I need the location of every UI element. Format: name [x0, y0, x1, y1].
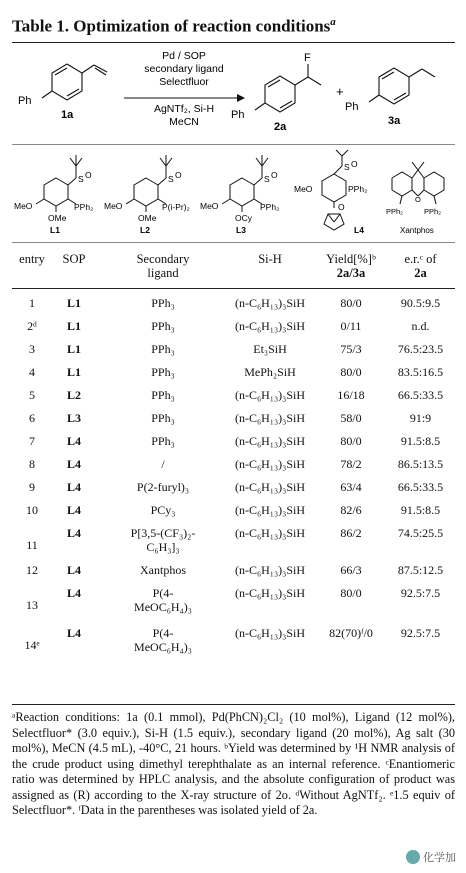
l3-sub-meo: MeO [200, 201, 219, 211]
header-sih: Si-H [258, 252, 282, 266]
ligand-xantphos [386, 162, 444, 235]
product-3a [369, 68, 435, 104]
header-rule [12, 288, 455, 289]
header-sop: SOP [62, 252, 86, 266]
ligand-structures [12, 148, 455, 238]
l2-sub-o: O [175, 170, 182, 180]
l1-label: L1 [50, 225, 60, 235]
l2-label: L2 [140, 225, 150, 235]
condition-secondary-ligand: secondary ligand [144, 63, 224, 75]
header-er: e.r.ᶜ of 2a [404, 252, 437, 280]
fluoro-label: F [304, 52, 311, 64]
xantphos-o: O [415, 195, 421, 204]
ligand-l2 [104, 155, 190, 235]
l1-sub-pph2: PPh₂ [74, 202, 94, 212]
l3-sub-o: O [271, 170, 278, 180]
l3-sub-s: S [264, 174, 270, 184]
header-entry: entry [19, 252, 45, 266]
l2-sub-meo: MeO [104, 201, 123, 211]
xantphos-label: Xantphos [400, 226, 434, 235]
reaction-scheme [12, 46, 455, 142]
arrow-head-icon [237, 94, 245, 102]
ph-label-2a: Ph [231, 109, 245, 121]
substrate-1a [42, 64, 107, 100]
table-title: Table 1. Optimization of reaction conditions$^a$ [12, 16, 336, 36]
substrate-label: 1a [61, 109, 74, 121]
table-header [12, 248, 455, 284]
table-bottom-rule [12, 704, 455, 705]
l2-sub-s: S [168, 174, 174, 184]
l1-sub-s: S [78, 174, 84, 184]
l4-sub-o-ether: O [338, 202, 345, 212]
ph-label-3a: Ph [345, 101, 359, 113]
condition-pd-sop: Pd / SOP [162, 50, 206, 62]
ligand-l1 [14, 155, 93, 235]
l1-sub-o: O [85, 170, 92, 180]
condition-mecn: MeCN [169, 116, 199, 128]
xantphos-pph2-right: PPh₂ [424, 207, 442, 216]
l2-sub-pipr2: P(i-Pr)₂ [162, 202, 190, 212]
ph-label: Ph [18, 95, 32, 107]
title-rule [12, 42, 455, 43]
table-footnote: ᵃReaction conditions: 1a (0.1 mmol), Pd(PhCN)₂Cl₂ (10 mol%), Ligand (12 mol%), Selectfluor* (3.0 equiv.), Si-H (1.5 equiv.), secondary ligand (20 mol%), Ag salt (30 mol%), MeCN (4.5 mL), -40°C, 21 hours. ᵇYield was determined by ¹H NMR analysis of the crude product using dimethyl terephthalate as an internal reference. ᶜEnantiomeric ratio was determined by HPLC analysis, and the absolute configuration of product was assigned as (R) according to the X-ray structure of 2o. ᵈWithout AgNTf₂. ᵉ1.5 equiv of Selectfluor*. ᶠData in the parentheses was isolated yield of 2a. [12, 710, 455, 817]
ligand-l3 [200, 155, 279, 235]
watermark: 化学加 [406, 849, 456, 865]
l4-sub-o: O [351, 159, 358, 169]
l1-sub-ome: OMe [48, 213, 67, 223]
l1-sub-meo: MeO [14, 201, 33, 211]
ligand-rule [12, 242, 455, 243]
plus-sign: + [336, 84, 344, 99]
l2-sub-ome: OMe [138, 213, 157, 223]
l4-sub-meo: MeO [294, 184, 313, 194]
product2-label: 3a [388, 115, 401, 127]
l3-label: L3 [236, 225, 246, 235]
l3-sub-pph2: PPh₂ [260, 202, 280, 212]
l3-sub-ocy: OCy [235, 213, 252, 223]
l4-sub-s: S [344, 162, 350, 172]
scheme-rule [12, 144, 455, 145]
l4-sub-pph2: PPh₂ [348, 184, 368, 194]
l4-label: L4 [354, 225, 364, 235]
header-secondary-ligand: Secondary ligand [136, 252, 190, 280]
condition-selectfluor: Selectfluor [159, 76, 209, 88]
condition-agntf2: AgNTf₂, Si-H [153, 103, 215, 115]
ligand-l4 [294, 150, 367, 235]
product-2a [255, 64, 321, 112]
table-page: Table 1. Optimization of reaction conditions$^a$ Ph 1a Pd / SOP secondary ligand Selectfluor AgNTf₂, Si-H MeCN F Ph 2a + Ph 3a S O MeO OMe PPh₂ L1 S O MeO OMe P(i-Pr)₂ L2 S O MeO OCy PPh₂ L3 S O MeO PPh₂ O L4 O PPh₂ PPh₂ Xantphos entry SOP Secondary ligand Si-H Yield[%]ᵇ 2a/3a e.r.ᶜ of 2a 1 L1 PPh₃ (n-C₆H₁₃)₃SiH 80/0 90.5:9.5 2ᵈ L1 PPh₃ (n-C₆H₁₃)₃SiH 0/11 n.d. 3 L1 PPh₃ Et₃SiH 75/3 76.5:23.5 4 L1 PPh₃ MePh₂SiH 80/0 83.5:16.5 5 L2 PPh₃ (n-C₆H₁₃)₃SiH 16/18 66.5:33.5 6 L3 PPh₃ (n-C₆H₁₃)₃SiH 58/0 91:9 7 L4 PPh₃ (n-C₆H₁₃)₃SiH 80/0 91.5:8.5 8 L4 / (n-C₆H₁₃)₃SiH 78/2 86.5:13.5 9 L4 P(2-furyl)₃ (n-C₆H₁₃)₃SiH 63/4 66.5:33.5 10 L4 PCy₃ (n-C₆H₁₃)₃SiH 82/6 91.5:8.5 11 L4 P[3,5-(CF₃)₂- C₆H₃]₃ (n-C₆H₁₃)₃SiH 86/2 74.5:25.5 12 L4 Xantphos (n-C₆H₁₃)₃SiH 66/3 87.5:12.5 13 L4 P(4- MeOC₆H₄)₃ (n-C₆H₁₃)₃SiH 80/0 92.5:7.5 14ᵉ L4 P(4- MeOC₆H₄)₃ (n-C₆H₁₃)₃SiH 82(70)ᶠ/0 92.5:7.5 ᵃReaction conditions: 1a (0.1 mmol), Pd(PhCN)₂Cl₂ (10 mol%), Ligand (12 mol%), Selectfluor* (3.0 equiv.), Si-H (1.5 equiv.), secondary ligand (20 mol%), Ag salt (30 mol%), MeCN (4.5 mL), -40°C, 21 hours. ᵇYield was determined by ¹H NMR analysis of the crude product using dimethyl terephthalate as an internal reference. ᶜEnantiomeric ratio was determined by HPLC analysis, and the absolute configuration of product was assigned as (R) according to the X-ray structure of 2o. ᵈWithout AgNTf₂. ᵉ1.5 equiv of Selectfluor*. ᶠData in the parentheses was isolated yield of 2a. 化学加 [12, 16, 456, 864]
xantphos-pph2-left: PPh₂ [386, 207, 404, 216]
header-yield: Yield[%]ᵇ 2a/3a [326, 252, 376, 280]
product1-label: 2a [274, 121, 287, 133]
watermark-logo-icon [406, 850, 420, 864]
